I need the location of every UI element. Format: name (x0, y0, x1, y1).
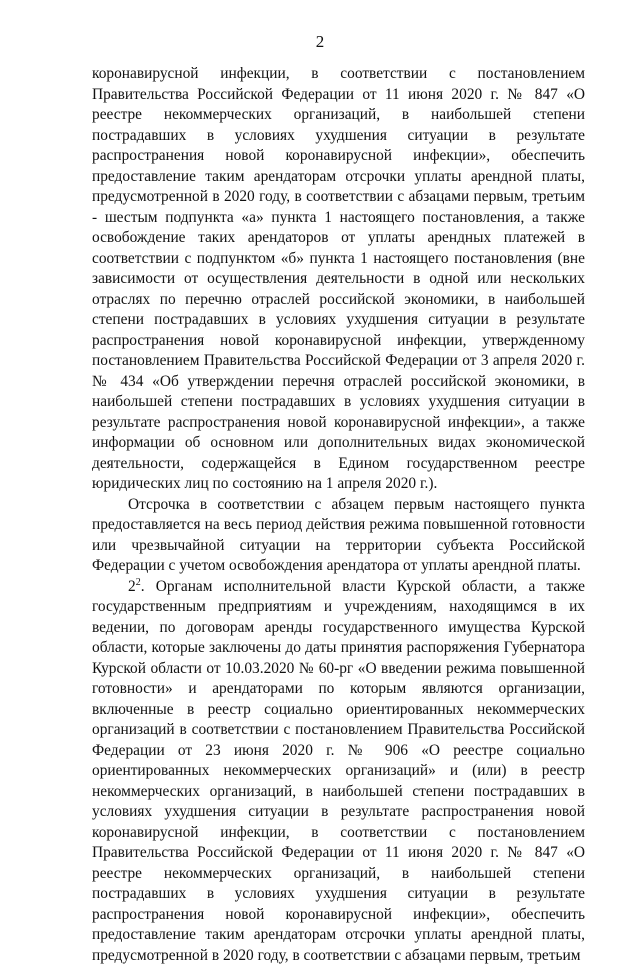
clause-number: 2 (128, 578, 136, 595)
document-body (92, 64, 585, 966)
clause-number-superscript: 2 (136, 576, 141, 587)
paragraph-clause-2-2 (92, 577, 585, 966)
paragraph-continuation: коронавирусной инфекции, в соответствии с постановлением Правительства Российской Федерации от 11 июня 2020 г. № 847 «О реестре некоммерческих организаций, в наибольшей степени пострадавших в условиях ухудшения ситуации в результате распространения новой коронавирусной инфекции», обеспечить предоставление таким арендаторам отсрочки уплаты арендной платы, предусмотренной в 2020 году, в соответствии с абзацами первым, третьим - шестым подпункта «а» пункта 1 настоящего постановления, а также освобождение таких арендаторов от уплаты арендных платежей в соответствии с подпунктом «б» пункта 1 настоящего постановления (вне зависимости от осуществления деятельности в одной или нескольких отраслях по перечню отраслей российской экономики, в наибольшей степени пострадавших в условиях ухудшения ситуации в результате распространения новой коронавирусной инфекции, утвержденному постановлением Правительства Российской Федерации от 3 апреля 2020 г. № 434 «Об утверждении перечня отраслей российской экономики, в наибольшей степени пострадавших в условиях ухудшения ситуации в результате распространения новой коронавирусной инфекции», а также информации об основном или дополнительных видах экономической деятельности, содержащейся в Едином государственном реестре юридических лиц по состоянию на 1 апреля 2020 г.). (92, 64, 585, 495)
clause-text: . Органам исполнительной власти Курской области, а также государственным предприятиям и учреждениям, находящимся в их ведении, по договорам аренды государственного имущества Курской области, которые заключены до даты принятия распоряжения Губернатора Курской области от 10.03.2020 № 60-рг «О введении режима повышенной готовности» и арендаторами по которым являются организации, включенные в реестр социально ориентированных некоммерческих организаций в соответствии с постановлением Правительства Российской Федерации от 23 июня 2020 г. № 906 «О реестре социально ориентированных некоммерческих организаций» и (или) в реестр некоммерческих организаций, в наибольшей степени пострадавших в условиях ухудшения ситуации в результате распространения новой коронавирусной инфекции, в соответствии с постановлением Правительства Российской Федерации от 11 июня 2020 г. № 847 «О реестре некоммерческих организаций, в наибольшей степени пострадавших в условиях ухудшения ситуации в результате распространения новой коронавирусной инфекции», обеспечить предоставление таким арендаторам отсрочки уплаты арендной платы, предусмотренной в 2020 году, в соответствии с абзацами первым, третьим (92, 578, 585, 964)
paragraph-deferral: Отсрочка в соответствии с абзацем первым настоящего пункта предоставляется на весь период действия режима повышенной готовности или чрезвычайной ситуации на территории субъекта Российской Федерации с учетом освобождения арендатора от уплаты арендной платы. (92, 495, 585, 577)
page-number: 2 (0, 32, 640, 52)
